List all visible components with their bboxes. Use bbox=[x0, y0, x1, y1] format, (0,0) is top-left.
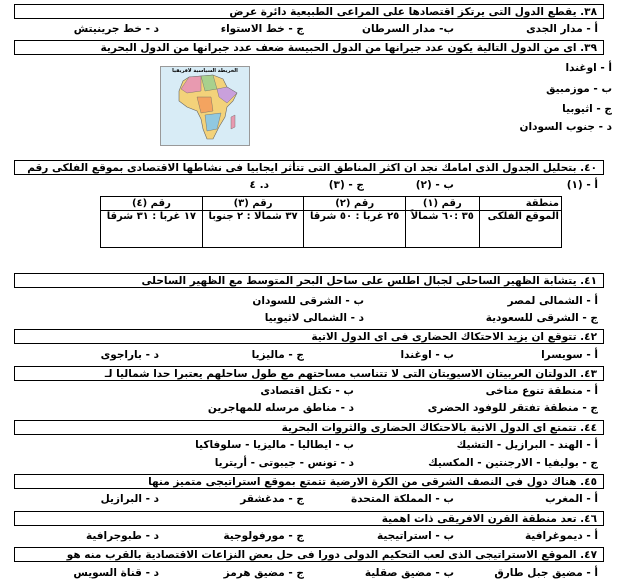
question-39: ٣٩. اى من الدول التالية يكون عدد جيرانها من الدول الحبيسة ضعف عدد جيرانها من الدول البحرية bbox=[14, 40, 604, 55]
option-42-c[interactable]: ج - ماليزيا bbox=[251, 349, 304, 361]
option-45-b[interactable]: ب - المملكة المتحدة bbox=[351, 493, 454, 505]
option-43-a[interactable]: أ - منطقة تنوع مناخى bbox=[485, 385, 598, 397]
question-40: ٤٠. بتحليل الجدول الذى امامك نجد ان اكثر المناطق التى تتأثر ايجابيا فى نشاطها الاقتصادى بموقع الفلكى رقم bbox=[14, 160, 604, 175]
options-41a bbox=[14, 294, 604, 308]
table-corner: منطقة bbox=[479, 197, 561, 211]
options-46 bbox=[14, 529, 604, 543]
options-44b bbox=[14, 456, 604, 470]
question-44: ٤٤. تتمتع اى الدول الاتية بالاحتكاك الحضارى والثروات البحرية bbox=[14, 420, 604, 435]
table-col-1: رقم (١) bbox=[406, 197, 480, 211]
option-47-c[interactable]: ج - مضيق هرمز bbox=[223, 567, 304, 579]
option-39-c[interactable]: ج - اثيوبيا bbox=[562, 103, 612, 115]
option-42-d[interactable]: د - باراجوى bbox=[100, 349, 159, 361]
options-43b bbox=[14, 401, 604, 415]
table-header-row bbox=[101, 197, 562, 211]
options-44a bbox=[14, 438, 604, 452]
question-43: ٤٣. الدولتان العربيتان الاسيويتان التى لا تتناسب مساحتهم مع طول ساحلهم يعتبرا حدا شماليا لـ bbox=[14, 366, 604, 381]
option-40-b[interactable]: ب - (٢) bbox=[415, 179, 454, 191]
option-38-a[interactable]: أ - مدار الجدى bbox=[526, 23, 598, 35]
option-38-d[interactable]: د - خط جرينيتش bbox=[73, 23, 159, 35]
option-46-b[interactable]: ب - استراتيجية bbox=[376, 530, 454, 542]
question-46: ٤٦. تعد منطقة القرن الافريقى ذات اهمية bbox=[14, 511, 604, 526]
option-41-c[interactable]: ج - الشرقى للسعودية bbox=[485, 312, 598, 324]
table-row bbox=[101, 211, 562, 248]
question-41: ٤١. يتشابة الظهير الساحلى لجبال اطلس على ساحل البحر المتوسط مع الظهير الساحلى bbox=[14, 273, 604, 288]
location-table bbox=[100, 196, 562, 248]
table-cell-3: ٣٧ شمالا : ٢ جنوبا bbox=[202, 211, 304, 248]
options-38 bbox=[14, 22, 604, 36]
options-42 bbox=[14, 348, 604, 362]
option-45-a[interactable]: أ - المغرب bbox=[545, 493, 598, 505]
option-42-b[interactable]: ب - اوغندا bbox=[400, 349, 454, 361]
option-43-d[interactable]: د - مناطق مرسله للمهاجرين bbox=[207, 402, 354, 414]
table-row-label: الموقع الفلكى bbox=[479, 211, 561, 248]
table-cell-2: ٢٥ غربا : ٥٠ شرقا bbox=[304, 211, 406, 248]
option-47-b[interactable]: ب - مضيق صقلية bbox=[364, 567, 454, 579]
table-col-2: رقم (٢) bbox=[304, 197, 406, 211]
option-41-a[interactable]: أ - الشمالى لمصر bbox=[507, 295, 598, 307]
africa-map-graphic bbox=[161, 67, 250, 146]
table-col-3: رقم (٣) bbox=[202, 197, 304, 211]
option-46-a[interactable]: أ - ديموغرافية bbox=[524, 530, 598, 542]
option-46-d[interactable]: د - طبوجرافية bbox=[85, 530, 159, 542]
option-40-c[interactable]: ج - (٣) bbox=[328, 179, 364, 191]
option-44-b[interactable]: ب - ايطاليا - ماليزيا - سلوفاكيا bbox=[195, 439, 354, 451]
options-47 bbox=[14, 566, 604, 580]
table-cell-1: ٣٥ :٦٠ شمالاً bbox=[406, 211, 480, 248]
table-cell-4: ١٧ غربا : ٣١ شرقا bbox=[101, 211, 203, 248]
option-40-a[interactable]: أ - (١) bbox=[566, 179, 598, 191]
map-title: الخريطة السياسية لأفريقيا bbox=[172, 68, 238, 74]
option-45-d[interactable]: د - البرازيل bbox=[100, 493, 159, 505]
option-45-c[interactable]: ج - مدغشقر bbox=[240, 493, 304, 505]
table-col-4: رقم (٤) bbox=[101, 197, 203, 211]
option-41-b[interactable]: ب - الشرقى للسودان bbox=[252, 295, 364, 307]
option-44-c[interactable]: ج - بوليفيا - الارجنتين - المكسيك bbox=[428, 457, 598, 469]
option-39-d[interactable]: د - جنوب السودان bbox=[519, 121, 612, 133]
question-47: ٤٧. الموقع الاستراتيجى الذى لعب التحكيم الدولى دورا فى حل بعض النزاعات الاقتصادية بالقرب منه هو bbox=[14, 547, 604, 562]
option-47-d[interactable]: د - قناة السويس bbox=[73, 567, 159, 579]
options-43a bbox=[14, 384, 604, 398]
option-44-d[interactable]: د - تونس - جيبوتى - أريتريا bbox=[214, 457, 354, 469]
options-40 bbox=[14, 178, 604, 192]
option-47-a[interactable]: أ - مضيق جبل طارق bbox=[494, 567, 598, 579]
option-46-c[interactable]: ج - مورفولوجية bbox=[223, 530, 304, 542]
option-43-c[interactable]: ج - منطقة تفتقر للوفود الحضرى bbox=[427, 402, 598, 414]
africa-map bbox=[160, 66, 250, 146]
options-45 bbox=[14, 492, 604, 506]
option-38-b[interactable]: ب- مدار السرطان bbox=[362, 23, 454, 35]
option-39-b[interactable]: ب - موزمبيق bbox=[546, 83, 612, 95]
option-43-b[interactable]: ب - تكتل اقتصادى bbox=[260, 385, 354, 397]
option-42-a[interactable]: أ - سويسرا bbox=[541, 349, 598, 361]
option-44-a[interactable]: أ - الهند - البرازيل - التشيك bbox=[456, 439, 598, 451]
option-38-c[interactable]: ج - خط الاستواء bbox=[220, 23, 304, 35]
option-39-a[interactable]: أ - اوغندا bbox=[565, 62, 612, 74]
question-45: ٤٥. هناك دول فى النصف الشرقى من الكرة الارضية تتمتع بموقع استراتيجى متميز منها bbox=[14, 474, 604, 489]
option-40-d[interactable]: د. ٤ bbox=[249, 179, 269, 191]
question-38: ٣٨. يقطع الدول التى يرتكز اقتصادها على المراعى الطبيعية دائرة عرض bbox=[14, 4, 604, 19]
option-41-d[interactable]: د - الشمالى لاثيوبيا bbox=[264, 312, 364, 324]
options-41b bbox=[14, 311, 604, 325]
question-42: ٤٢. تتوقع ان يزيد الاحتكاك الحضارى فى اى الدول الاتية bbox=[14, 329, 604, 344]
